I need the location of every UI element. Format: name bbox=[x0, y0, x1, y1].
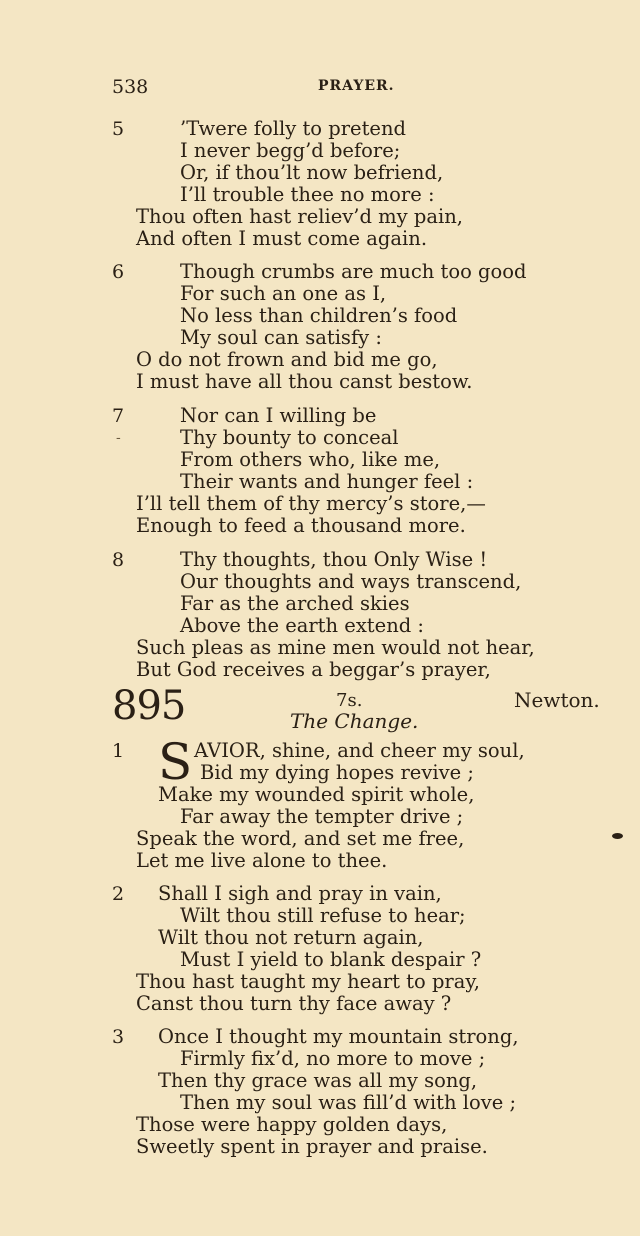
verse-line: Those were happy golden days, bbox=[136, 1113, 448, 1136]
stanza-number: 7 bbox=[112, 405, 125, 427]
verse-line: No less than children’s food bbox=[180, 304, 458, 327]
verse-line: Once I thought my mountain strong, bbox=[158, 1025, 519, 1048]
verse-line: Then my soul was fill’d with love ; bbox=[180, 1091, 517, 1114]
verse-line: And often I must come again. bbox=[136, 227, 428, 250]
stanza-number: 8 bbox=[112, 549, 125, 571]
page-number: 538 bbox=[112, 76, 149, 98]
verse-line: Far away the tempter drive ; bbox=[180, 805, 464, 828]
verse-line: I never begg’d before; bbox=[180, 139, 401, 162]
verse-line: For such an one as I, bbox=[180, 282, 387, 305]
verse-line: Must I yield to blank despair ? bbox=[180, 948, 482, 971]
verse-line: Thou often hast reliev’d my pain, bbox=[136, 205, 463, 228]
stanza-number: 1 bbox=[112, 740, 125, 762]
stanza-number: 3 bbox=[112, 1026, 125, 1048]
page-header bbox=[112, 76, 602, 100]
hymn-title: The Change. bbox=[290, 709, 419, 733]
verse-line: Thy bounty to conceal bbox=[180, 426, 399, 449]
hymn-number: 895 bbox=[112, 683, 186, 729]
stanza-number: 2 bbox=[112, 883, 125, 905]
verse-line: Or, if thou’lt now befriend, bbox=[180, 161, 444, 184]
ink-blot bbox=[612, 833, 623, 839]
verse-line: I’ll trouble thee no more : bbox=[180, 183, 435, 206]
hymn-author: Newton. bbox=[514, 688, 600, 712]
verse-line: But God receives a beggar’s prayer, bbox=[136, 658, 491, 681]
verse-line: I must have all thou canst bestow. bbox=[136, 370, 473, 393]
verse-line: From others who, like me, bbox=[180, 448, 441, 471]
stanza-number: 6 bbox=[112, 261, 125, 283]
verse-line: Though crumbs are much too good bbox=[180, 260, 527, 283]
verse-line: Enough to feed a thousand more. bbox=[136, 514, 466, 537]
verse-line: Canst thou turn thy face away ? bbox=[136, 992, 452, 1015]
hymn-meter: 7s. bbox=[336, 690, 363, 711]
verse-line: Far as the arched skies bbox=[180, 592, 410, 615]
verse-line: Such pleas as mine men would not hear, bbox=[136, 636, 535, 659]
verse-line: AVIOR, shine, and cheer my soul, bbox=[194, 739, 525, 762]
running-title: PRAYER. bbox=[318, 78, 395, 94]
drop-cap: S bbox=[158, 733, 193, 791]
verse-line: I’ll tell them of thy mercy’s store,— bbox=[136, 492, 486, 515]
verse-line: Wilt thou not return again, bbox=[158, 926, 424, 949]
verse-line: Then thy grace was all my song, bbox=[158, 1069, 478, 1092]
verse-line: Above the earth extend : bbox=[180, 614, 424, 637]
verse-line: Shall I sigh and pray in vain, bbox=[158, 882, 442, 905]
verse-line: Sweetly spent in prayer and praise. bbox=[136, 1135, 488, 1158]
verse-line: Make my wounded spirit whole, bbox=[158, 783, 475, 806]
verse-line: My soul can satisfy : bbox=[180, 326, 382, 349]
verse-line: Our thoughts and ways transcend, bbox=[180, 570, 522, 593]
verse-line: Thy thoughts, thou Only Wise ! bbox=[180, 548, 488, 571]
verse-line: Wilt thou still refuse to hear; bbox=[180, 904, 466, 927]
margin-dash: - bbox=[116, 430, 121, 446]
verse-line: Nor can I willing be bbox=[180, 404, 377, 427]
verse-line: Bid my dying hopes revive ; bbox=[200, 761, 474, 784]
verse-line: Speak the word, and set me free, bbox=[136, 827, 465, 850]
verse-line: Firmly fix’d, no more to move ; bbox=[180, 1047, 486, 1070]
verse-line: Their wants and hunger feel : bbox=[180, 470, 474, 493]
verse-line: ’Twere folly to pretend bbox=[180, 117, 406, 140]
verse-line: Let me live alone to thee. bbox=[136, 849, 388, 872]
verse-line: O do not frown and bid me go, bbox=[136, 348, 438, 371]
verse-line: Thou hast taught my heart to pray, bbox=[136, 970, 481, 993]
stanza-number: 5 bbox=[112, 118, 125, 140]
